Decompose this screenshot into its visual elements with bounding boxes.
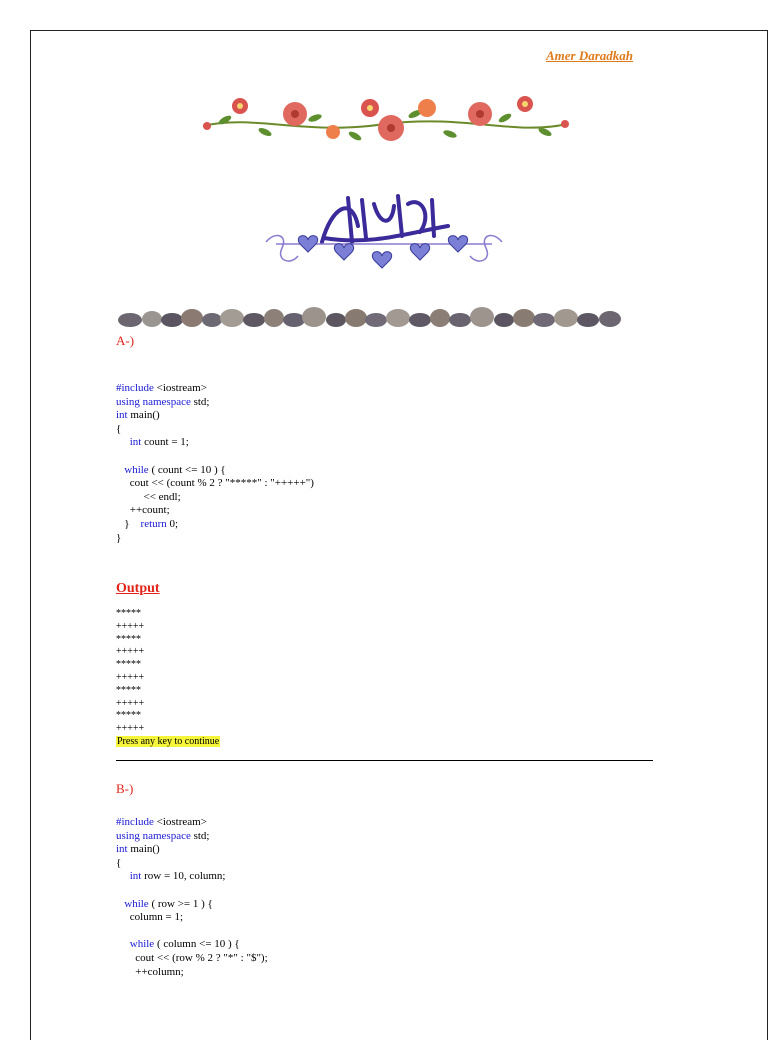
code-text bbox=[116, 898, 124, 910]
code-line bbox=[116, 966, 268, 980]
code-text: cout << (count % 2 ? "*****" : "+++++") bbox=[116, 477, 314, 490]
code-line bbox=[116, 843, 268, 857]
code-line bbox=[116, 518, 314, 532]
code-keyword: while bbox=[124, 463, 149, 476]
code-text: 0; bbox=[166, 517, 179, 530]
code-line bbox=[116, 938, 268, 952]
code-text: std; bbox=[190, 829, 210, 842]
code-keyword: int bbox=[116, 409, 128, 422]
output-line: +++++ bbox=[116, 620, 145, 632]
code-text: cout << (row % 2 ? "*" : "$"); bbox=[116, 951, 268, 964]
code-line bbox=[116, 464, 314, 478]
code-text: <iostream> bbox=[153, 816, 207, 828]
code-text: { bbox=[116, 422, 122, 435]
code-line bbox=[116, 884, 268, 898]
code-line bbox=[116, 857, 268, 871]
code-text: count = 1; bbox=[141, 436, 189, 449]
code-text bbox=[116, 464, 124, 476]
output-line: ***** bbox=[116, 710, 141, 722]
code-line bbox=[116, 491, 314, 505]
code-text: ( row >= 1 ) { bbox=[148, 897, 213, 910]
code-line bbox=[116, 816, 268, 830]
code-text: ( column <= 10 ) { bbox=[154, 938, 240, 951]
code-line bbox=[116, 409, 314, 423]
output-line: +++++ bbox=[116, 697, 145, 709]
code-keyword: int bbox=[129, 870, 142, 883]
code-line bbox=[116, 898, 268, 912]
code-line bbox=[116, 504, 314, 518]
code-text: column = 1; bbox=[116, 911, 184, 924]
code-line bbox=[116, 911, 268, 925]
output-block bbox=[116, 608, 220, 749]
pebbles-border-image bbox=[116, 300, 624, 336]
code-line bbox=[116, 423, 314, 437]
code-keyword: while bbox=[129, 938, 155, 951]
code-line bbox=[116, 870, 268, 884]
code-text: ++count; bbox=[116, 504, 170, 517]
code-line bbox=[116, 477, 314, 491]
section-b-code bbox=[116, 816, 268, 979]
code-text: main() bbox=[127, 843, 160, 856]
code-line bbox=[116, 396, 314, 410]
code-keyword: return bbox=[140, 517, 167, 530]
floral-border-image bbox=[195, 92, 575, 152]
code-text: { bbox=[116, 856, 122, 869]
code-keyword: while bbox=[124, 897, 149, 910]
output-line: ***** bbox=[116, 684, 141, 696]
code-line bbox=[116, 830, 268, 844]
output-line: ***** bbox=[116, 608, 141, 619]
code-line bbox=[116, 952, 268, 966]
code-line bbox=[116, 450, 314, 464]
code-text: ++column; bbox=[116, 965, 184, 978]
section-a-code bbox=[116, 382, 314, 545]
code-text: ( count <= 10 ) { bbox=[148, 463, 226, 476]
code-keyword: int bbox=[116, 843, 128, 856]
code-text: std; bbox=[190, 395, 210, 408]
code-keyword: using namespace bbox=[116, 829, 191, 842]
code-keyword: int bbox=[129, 436, 142, 449]
code-text bbox=[116, 436, 130, 448]
code-line bbox=[116, 532, 314, 546]
code-keyword: #include bbox=[116, 382, 154, 394]
section-divider bbox=[116, 760, 653, 761]
code-line bbox=[116, 925, 268, 939]
code-text bbox=[116, 938, 130, 950]
code-keyword: #include bbox=[116, 816, 154, 828]
output-line: ***** bbox=[116, 659, 141, 671]
code-text: row = 10, column; bbox=[141, 870, 226, 883]
code-text bbox=[116, 870, 130, 882]
code-text: } bbox=[116, 531, 122, 544]
code-keyword: using namespace bbox=[116, 395, 191, 408]
code-line bbox=[116, 382, 314, 396]
output-line: +++++ bbox=[116, 671, 145, 683]
code-line bbox=[116, 436, 314, 450]
output-line: +++++ bbox=[116, 646, 145, 658]
code-text: <iostream> bbox=[153, 382, 207, 394]
output-line bbox=[116, 736, 220, 749]
code-text: main() bbox=[127, 409, 160, 422]
code-text: << endl; bbox=[116, 490, 181, 503]
output-heading: Output bbox=[116, 581, 160, 596]
output-line: ***** bbox=[116, 633, 141, 645]
press-any-key-text: Press any key to continue bbox=[117, 735, 220, 747]
calligraphy-image bbox=[262, 186, 506, 288]
author-name: Amer Daradkah bbox=[546, 48, 634, 63]
section-b-label: B-) bbox=[116, 781, 134, 796]
section-a-label: A-) bbox=[116, 333, 135, 348]
code-text: } bbox=[116, 517, 141, 530]
output-line: +++++ bbox=[116, 723, 145, 735]
